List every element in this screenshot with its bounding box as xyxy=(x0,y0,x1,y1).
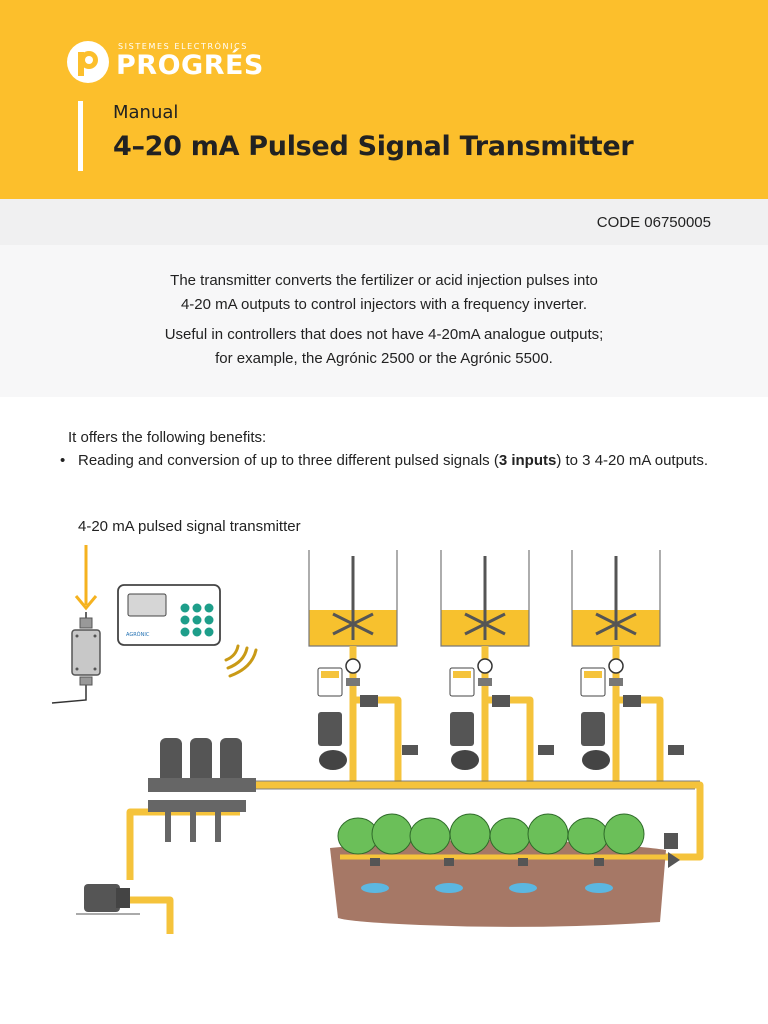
page-title: 4–20 mA Pulsed Signal Transmitter xyxy=(113,131,634,162)
agronic-controller xyxy=(118,585,220,645)
figure-caption: 4-20 mA pulsed signal transmitter xyxy=(78,518,301,535)
controller-brand-label: AGRÓNIC xyxy=(126,632,150,638)
end-valve xyxy=(664,833,680,868)
logo-name: PROGRÉS xyxy=(116,50,264,81)
filter-battery xyxy=(148,738,256,842)
injector-pump-2 xyxy=(450,695,554,770)
signal-arrow-icon xyxy=(76,545,96,608)
intro-p2-line2: for example, the Agrónic 2500 or the Agrónic 5500. xyxy=(215,350,553,367)
benefits-heading: It offers the following benefits: xyxy=(68,429,267,446)
code-band xyxy=(0,199,768,245)
title-accent-bar xyxy=(78,101,83,171)
intro-paragraph-1 xyxy=(0,269,768,317)
intro-p1-line2: 4-20 mA outputs to control injectors with a frequency inverter. xyxy=(180,296,588,313)
injector-pump-1 xyxy=(318,695,418,770)
intro-p1-line1: The transmitter converts the fertilizer or acid injection pulses into xyxy=(170,272,598,289)
transmitter-device xyxy=(72,618,100,685)
benefit-list-item xyxy=(60,452,708,469)
header-band xyxy=(0,0,768,199)
injector-pump-3 xyxy=(581,695,684,770)
tank-1 xyxy=(309,550,397,646)
benefit-text-post: ) to 3 4-20 mA outputs. xyxy=(556,452,709,469)
intro-band xyxy=(0,245,768,397)
document-type: Manual xyxy=(113,102,179,123)
tank-2 xyxy=(441,550,529,646)
bullet-icon: • xyxy=(60,452,66,469)
product-code: CODE 06750005 xyxy=(596,214,711,231)
intro-paragraph-2 xyxy=(0,323,768,371)
benefit-text-pre: Reading and conversion of up to three different pulsed signals ( xyxy=(78,452,499,469)
wireless-signal-icon xyxy=(226,646,256,676)
benefit-text-bold: 3 inputs xyxy=(498,452,557,469)
progres-logo[interactable] xyxy=(66,40,286,86)
intro-p2-line1: Useful in controllers that does not have 4-20mA analogue outputs; xyxy=(164,326,604,343)
irrigation-system-diagram xyxy=(0,530,768,950)
logo-tagline: SISTEMES ELECTRÒNICS xyxy=(118,42,248,51)
tank-3 xyxy=(572,550,660,646)
progres-logo-icon xyxy=(66,40,110,84)
